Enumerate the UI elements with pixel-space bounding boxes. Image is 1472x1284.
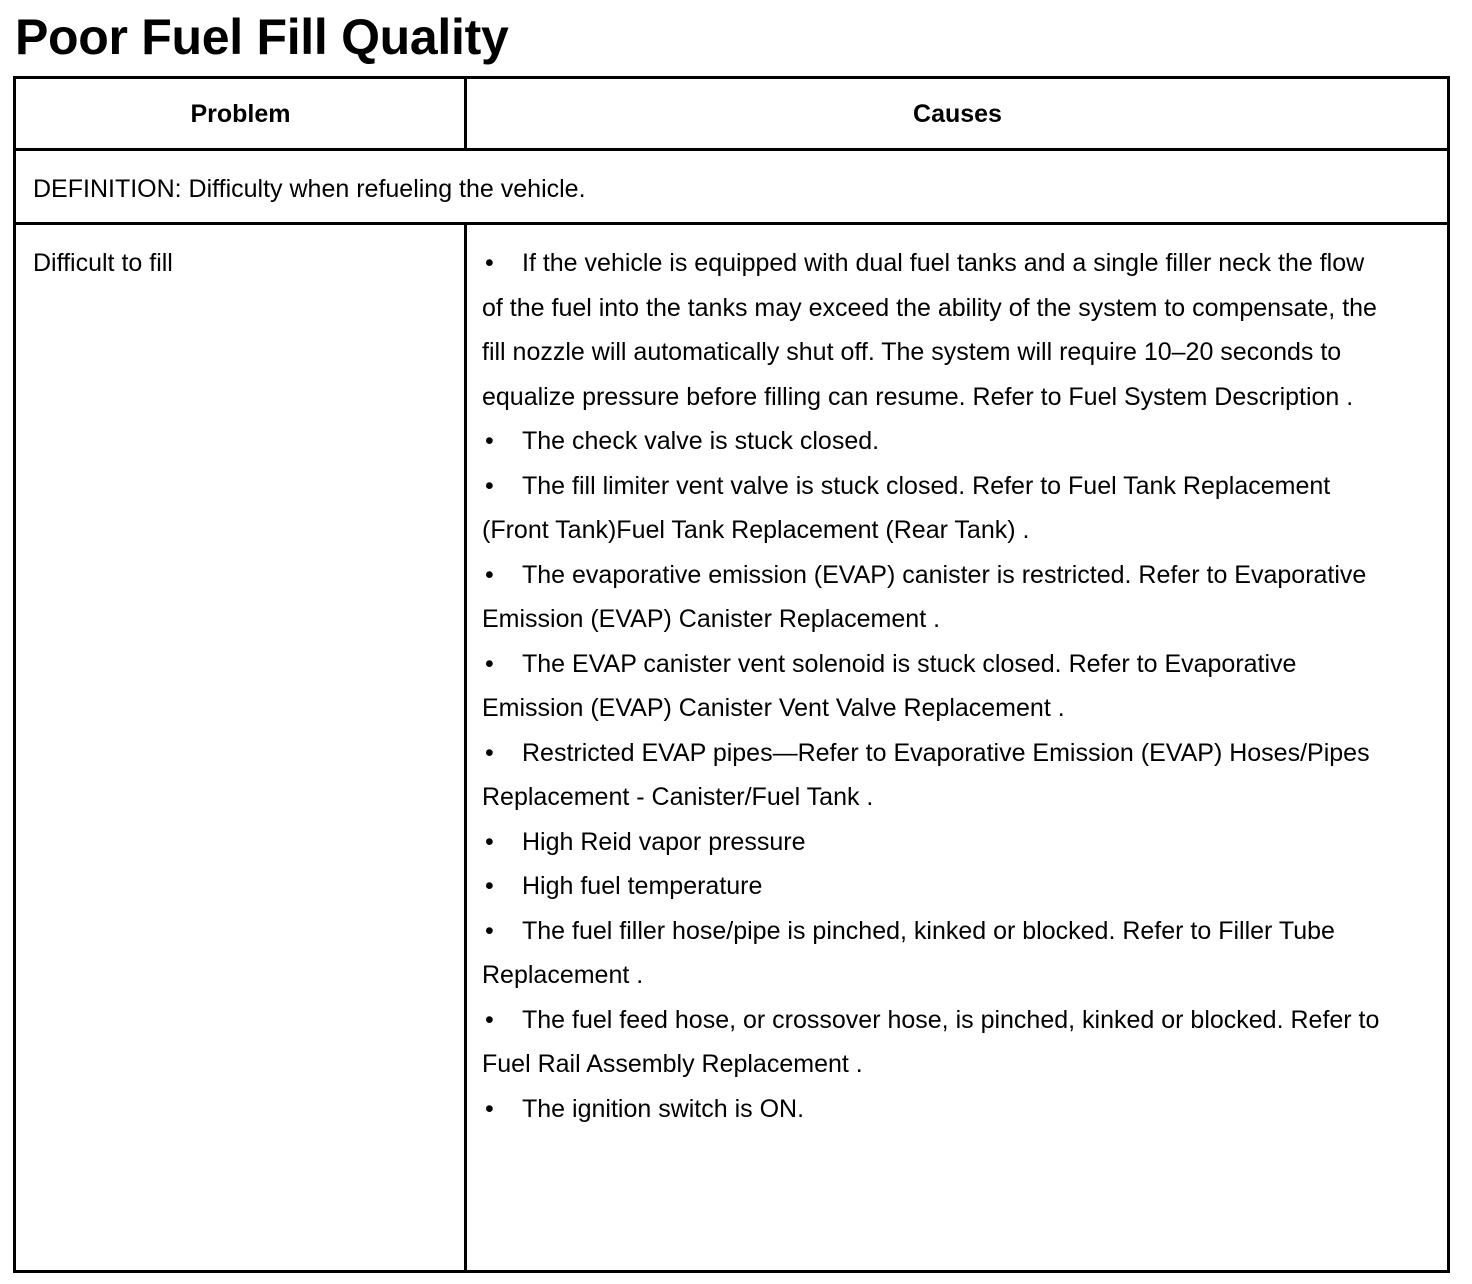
header-divider — [16, 148, 1447, 151]
bullet-marker: • — [485, 249, 494, 277]
bullet-marker: • — [485, 1005, 494, 1034]
cause-item — [482, 864, 1382, 909]
definition-text: DEFINITION: Difficulty when refueling the vehicle. — [33, 175, 586, 203]
cause-item — [482, 1087, 1382, 1132]
cause-item — [482, 998, 1382, 1087]
definition-divider — [16, 222, 1447, 225]
cause-text: The fuel feed hose, or crossover hose, is pinched, kinked or blocked. Refer to Fuel Rail Assembly Replacement . — [482, 1005, 1380, 1078]
bullet-marker: • — [485, 872, 494, 900]
cause-text: The evaporative emission (EVAP) canister is restricted. Refer to Evaporative Emission (EVAP) Canister Replacement . — [482, 560, 1367, 633]
causes-list — [482, 241, 1382, 1131]
cause-item — [482, 464, 1382, 553]
cause-text: Restricted EVAP pipes—Refer to Evaporative Emission (EVAP) Hoses/Pipes Replacement - Canister/Fuel Tank . — [482, 738, 1370, 811]
troubleshooting-table — [13, 76, 1450, 1273]
cause-text: High fuel temperature — [522, 872, 763, 900]
bullet-marker: • — [485, 1094, 494, 1123]
cause-item — [482, 909, 1382, 998]
header-column-divider — [464, 79, 467, 149]
page-title: Poor Fuel Fill Quality — [15, 9, 509, 65]
column-header-causes: Causes — [913, 99, 1002, 128]
cause-text: The ignition switch is ON. — [522, 1094, 805, 1123]
bullet-marker: • — [485, 649, 494, 678]
bullet-marker: • — [485, 738, 494, 767]
problem-cell: Difficult to fill — [33, 249, 173, 277]
cause-item — [482, 731, 1382, 820]
cause-item — [482, 241, 1382, 419]
bullet-marker: • — [485, 916, 494, 945]
bullet-marker: • — [485, 827, 494, 856]
bullet-marker: • — [485, 427, 494, 455]
cause-item — [482, 820, 1382, 865]
bullet-marker: • — [485, 560, 494, 589]
cause-text: The check valve is stuck closed. — [522, 427, 880, 455]
cause-text: The fuel filler hose/pipe is pinched, kinked or blocked. Refer to Filler Tube Replacement . — [482, 916, 1335, 989]
cause-text: The EVAP canister vent solenoid is stuck closed. Refer to Evaporative Emission (EVAP) Canister Vent Valve Replacement . — [482, 649, 1297, 722]
body-column-divider — [464, 223, 467, 1270]
bullet-marker: • — [485, 471, 494, 500]
cause-item — [482, 553, 1382, 642]
cause-text: If the vehicle is equipped with dual fuel tanks and a single filler neck the flow of the fuel into the tanks may exceed the ability of the system to compensate, the fill nozzle will automatically shut off. The system will require 10–20 seconds to equalize pressure before filling can resume. Refer to Fuel System Description . — [482, 249, 1377, 411]
cause-item — [482, 642, 1382, 731]
cause-text: The fill limiter vent valve is stuck closed. Refer to Fuel Tank Replacement (Front Tank)Fuel Tank Replacement (Rear Tank) . — [482, 471, 1331, 544]
column-header-problem: Problem — [190, 99, 291, 128]
cause-item — [482, 419, 1382, 464]
cause-text: High Reid vapor pressure — [522, 827, 806, 856]
